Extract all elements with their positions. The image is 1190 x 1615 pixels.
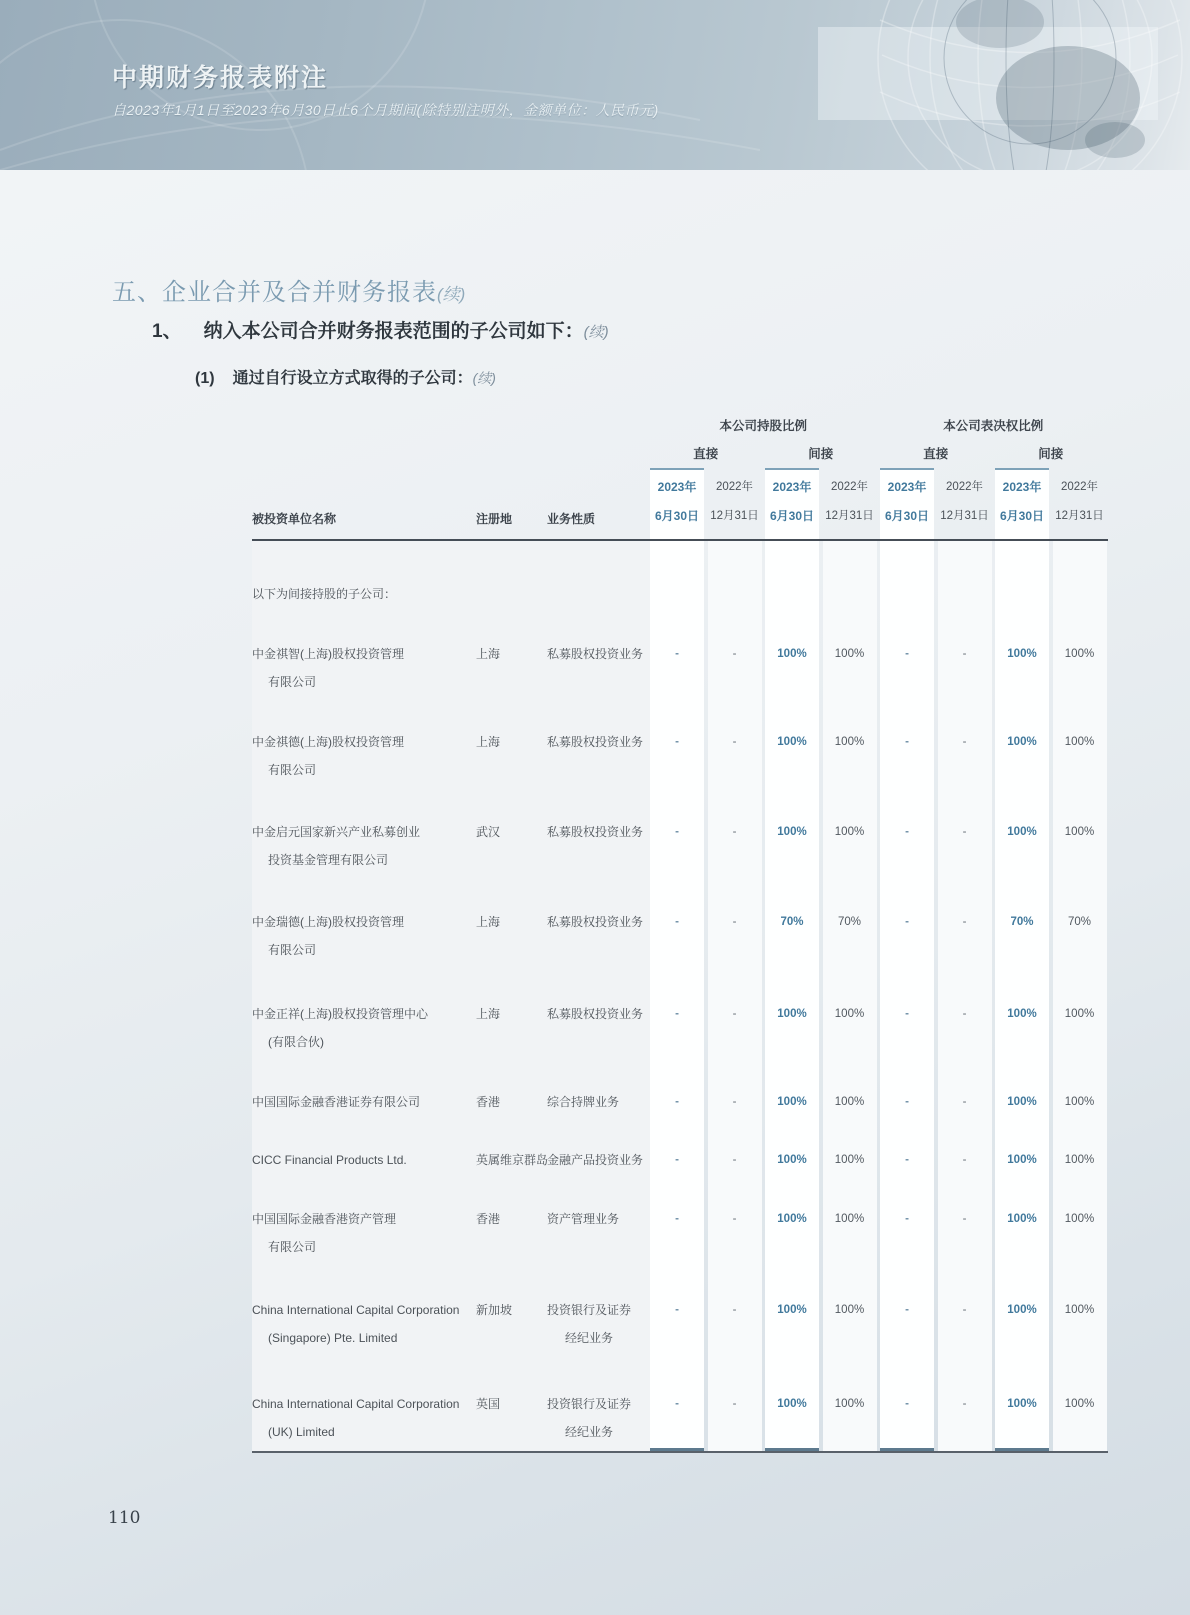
ratio-value: 100% [1007, 1008, 1037, 1020]
ratio-value: - [675, 1096, 679, 1108]
ratio-value: 100% [1007, 648, 1037, 660]
page-title: 中期财务报表附注 [112, 63, 329, 92]
ratio-value: - [905, 648, 909, 660]
year-header-line1: 2023年 [887, 480, 927, 494]
ratio-value: 100% [1064, 1213, 1095, 1225]
ratio-value: - [905, 916, 909, 928]
year-header-line1: 2022年 [830, 481, 869, 493]
pair-header: 间接 [1038, 447, 1064, 461]
ratio-value: 100% [1064, 1398, 1095, 1410]
ratio-value: 100% [1007, 1096, 1037, 1108]
pair-header: 直接 [693, 447, 719, 461]
ratio-value: 100% [834, 826, 865, 838]
ratio-value: - [905, 1096, 909, 1108]
ratio-value: - [905, 1304, 909, 1316]
ratio-value: - [732, 1213, 737, 1225]
ratio-value: 100% [1007, 1154, 1037, 1166]
ratio-value: 100% [1064, 1008, 1095, 1020]
subsidiary-name: China International Capital Corporation [252, 1303, 460, 1317]
registered-place: 武汉 [476, 825, 501, 839]
ratio-value: - [962, 916, 967, 928]
ratio-value: - [962, 648, 967, 660]
ratio-value: 100% [777, 1304, 807, 1316]
subheading-1-continued: (续) [583, 324, 609, 341]
registered-place: 上海 [476, 735, 501, 749]
ratio-value: - [962, 826, 967, 838]
business-nature: 私募股权投资业务 [547, 825, 644, 839]
subsidiary-name: (Singapore) Pte. Limited [268, 1331, 398, 1345]
ratio-value: 100% [834, 1398, 865, 1410]
pair-header: 间接 [808, 447, 834, 461]
ratio-value: - [905, 1213, 909, 1225]
subsidiary-name: 中金祺德(上海)股权投资管理 [252, 735, 404, 749]
year-header-line1: 2023年 [1002, 480, 1042, 494]
year-header-line2: 12月31日 [1055, 510, 1104, 522]
business-nature: 投资银行及证券 [547, 1397, 632, 1411]
subsidiary-name: CICC Financial Products Ltd. [252, 1153, 407, 1167]
subsidiary-name: 中金正祥(上海)股权投资管理中心 [252, 1007, 428, 1021]
year-header-line2: 12月31日 [940, 510, 989, 522]
ratio-value: - [905, 1398, 909, 1410]
registered-place: 新加坡 [476, 1303, 513, 1317]
ratio-value: - [962, 1008, 967, 1020]
ratio-value: - [905, 1154, 909, 1166]
ratio-value: 100% [777, 826, 807, 838]
ratio-value: 100% [1007, 1304, 1037, 1316]
page-subtitle: 自2023年1月1日至2023年6月30日止6个月期间(除特别注明外，金额单位：人民币元) [112, 102, 659, 118]
column-header-name: 被投资单位名称 [252, 512, 337, 526]
ratio-value: 100% [777, 736, 807, 748]
business-nature: 私募股权投资业务 [547, 647, 644, 661]
pair-header: 直接 [923, 447, 949, 461]
ratio-value: 100% [1064, 1304, 1095, 1316]
ratio-value: - [732, 1096, 737, 1108]
ratio-value: 100% [1064, 736, 1095, 748]
subheading-2-continued: (续) [472, 370, 496, 386]
ratio-value: 100% [834, 648, 865, 660]
ratio-value: - [675, 1154, 679, 1166]
ratio-value: - [962, 1213, 967, 1225]
business-nature: 私募股权投资业务 [547, 915, 644, 929]
business-nature: 经纪业务 [565, 1331, 614, 1345]
indirect-subsidiaries-label: 以下为间接持股的子公司： [252, 587, 397, 601]
ratio-value: - [962, 1154, 967, 1166]
business-nature: 资产管理业务 [547, 1212, 620, 1226]
ratio-value: 100% [1064, 648, 1095, 660]
year-header-line1: 2022年 [715, 481, 754, 493]
ratio-value: - [732, 1154, 737, 1166]
ratio-value: - [675, 1008, 679, 1020]
subsidiary-name: 有限公司 [268, 763, 317, 777]
year-header-line2: 12月31日 [825, 510, 874, 522]
ratio-value: - [675, 826, 679, 838]
column-header-business-nature: 业务性质 [547, 512, 596, 526]
business-nature: 私募股权投资业务 [547, 735, 644, 749]
subheading-2-number: (1) [195, 370, 215, 387]
ratio-value: 100% [1007, 1398, 1037, 1410]
ratio-value: 100% [777, 1096, 807, 1108]
ratio-value: - [905, 826, 909, 838]
subheading-1-text: 纳入本公司合并财务报表范围的子公司如下： [203, 321, 584, 342]
registered-place: 上海 [476, 915, 501, 929]
year-header-line2: 6月30日 [884, 509, 930, 523]
ratio-value: - [962, 736, 967, 748]
ratio-value: - [732, 648, 737, 660]
year-header-line1: 2023年 [772, 480, 812, 494]
year-header-line2: 6月30日 [769, 509, 815, 523]
group-header: 本公司表决权比例 [943, 419, 1044, 433]
ratio-value: 100% [834, 1213, 865, 1225]
ratio-value: - [675, 1304, 679, 1316]
section-heading-text: 五、企业合并及合并财务报表 [112, 279, 437, 306]
subsidiary-name: 投资基金管理有限公司 [268, 853, 389, 867]
subheading-2-text: 通过自行设立方式取得的子公司： [232, 370, 473, 387]
column-header-registered-place: 注册地 [476, 512, 513, 526]
ratio-value: 100% [777, 1398, 807, 1410]
registered-place: 英国 [476, 1397, 501, 1411]
year-header-line2: 12月31日 [710, 510, 759, 522]
ratio-value: 100% [834, 1304, 865, 1316]
ratio-value: 100% [777, 1213, 807, 1225]
year-header-line2: 6月30日 [654, 509, 700, 523]
ratio-value: - [732, 916, 737, 928]
table-header-rule [252, 539, 1108, 541]
subsidiary-name: (有限合伙) [268, 1035, 324, 1049]
business-nature: 经纪业务 [565, 1425, 614, 1439]
ratio-value: 100% [777, 1008, 807, 1020]
ratio-value: - [732, 1398, 737, 1410]
subsidiary-name: 有限公司 [268, 1240, 317, 1254]
ratio-value: - [962, 1096, 967, 1108]
business-nature: 综合持牌业务 [547, 1095, 620, 1109]
year-header-line1: 2022年 [945, 481, 984, 493]
registered-place: 上海 [476, 1007, 501, 1021]
ratio-value: 100% [777, 648, 807, 660]
page-number: 110 [108, 1508, 141, 1528]
table-bottom-rule [252, 1451, 1108, 1453]
ratio-value: 100% [1064, 1096, 1095, 1108]
ratio-value: 100% [834, 736, 865, 748]
ratio-value: 70% [1010, 916, 1034, 928]
registered-place: 香港 [476, 1095, 501, 1109]
ratio-value: - [675, 1398, 679, 1410]
subheading-1-number: 1、 [152, 321, 182, 342]
ratio-value: - [962, 1398, 967, 1410]
ratio-value: 100% [834, 1096, 865, 1108]
ratio-value: 100% [1007, 1213, 1037, 1225]
ratio-value: - [732, 1304, 737, 1316]
subsidiary-name: 有限公司 [268, 675, 317, 689]
ratio-value: - [732, 736, 737, 748]
subsidiary-name: China International Capital Corporation [252, 1397, 460, 1411]
ratio-value: - [905, 1008, 909, 1020]
ratio-value: 100% [1064, 1154, 1095, 1166]
ratio-value: - [962, 1304, 967, 1316]
ratio-value: 70% [837, 916, 862, 928]
ratio-value: - [675, 648, 679, 660]
ratio-value: - [732, 826, 737, 838]
ratio-value: 100% [834, 1008, 865, 1020]
ratio-value: - [732, 1008, 737, 1020]
ratio-value: 100% [834, 1154, 865, 1166]
ratio-value: - [675, 736, 679, 748]
ratio-value: - [675, 1213, 679, 1225]
ratio-value: - [675, 916, 679, 928]
year-header-line1: 2022年 [1060, 481, 1099, 493]
year-header-line2: 6月30日 [999, 509, 1045, 523]
registered-place: 英属维京群岛 [476, 1153, 549, 1167]
ratio-value: 100% [1064, 826, 1095, 838]
ratio-value: - [905, 736, 909, 748]
business-nature: 投资银行及证券 [547, 1303, 632, 1317]
subsidiary-name: 中金瑞德(上海)股权投资管理 [252, 915, 404, 929]
subsidiary-name: 中国国际金融香港证券有限公司 [252, 1095, 421, 1109]
registered-place: 香港 [476, 1212, 501, 1226]
subsidiary-name: 中国国际金融香港资产管理 [252, 1212, 397, 1226]
ratio-value: 70% [780, 916, 804, 928]
ratio-value: 100% [777, 1154, 807, 1166]
business-nature: 金融产品投资业务 [547, 1153, 644, 1167]
subsidiary-name: 中金启元国家新兴产业私募创业 [252, 825, 421, 839]
year-header-line1: 2023年 [657, 480, 697, 494]
subsidiary-name: (UK) Limited [268, 1425, 335, 1439]
business-nature: 私募股权投资业务 [547, 1007, 644, 1021]
group-header: 本公司持股比例 [719, 419, 808, 433]
registered-place: 上海 [476, 647, 501, 661]
subsidiary-name: 中金祺智(上海)股权投资管理 [252, 647, 404, 661]
ratio-value: 100% [1007, 736, 1037, 748]
ratio-value: 70% [1067, 916, 1092, 928]
ratio-value: 100% [1007, 826, 1037, 838]
section-heading-continued: (续) [437, 285, 466, 304]
subsidiary-name: 有限公司 [268, 943, 317, 957]
